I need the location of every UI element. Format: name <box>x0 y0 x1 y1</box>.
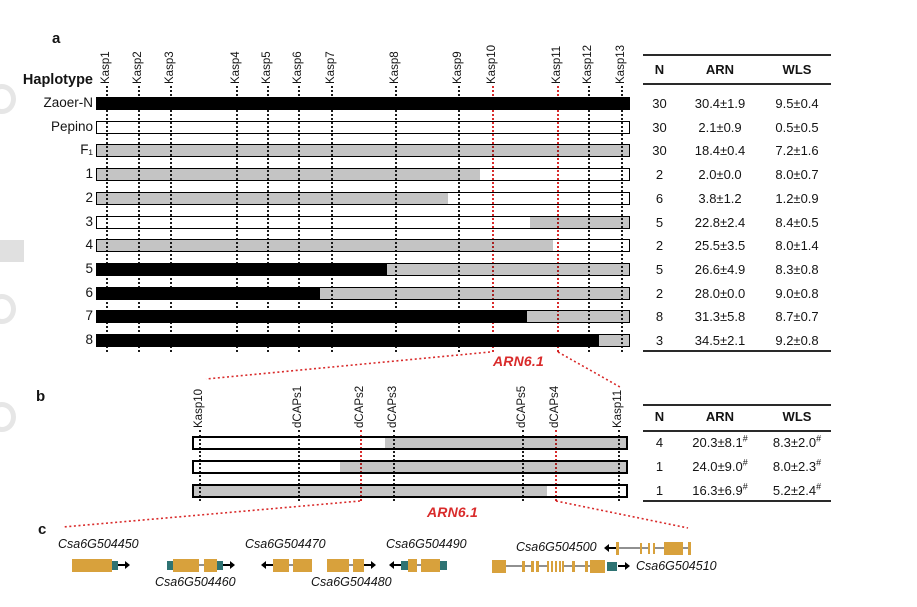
marker-label-kasp10: Kasp10 <box>486 44 498 84</box>
genotype-segment-black <box>97 311 527 322</box>
table-a-cell-n: 30 <box>652 120 667 135</box>
marker-label-kasp4: Kasp4 <box>230 51 242 84</box>
row-label-8: 8 <box>85 332 93 347</box>
gene-exon-tick <box>559 561 561 572</box>
marker-line-kasp3 <box>170 86 172 352</box>
table-b-cell-n: 4 <box>655 435 664 450</box>
table-a-cell-arn: 2.0±0.0 <box>698 167 742 182</box>
marker-label-kasp1: Kasp1 <box>100 51 112 84</box>
genotype-segment-gray <box>530 217 629 228</box>
gene-strand-arrow-line <box>223 564 230 566</box>
marker-line-kasp4 <box>236 86 238 352</box>
gene-strand-arrow-line <box>609 547 616 549</box>
table-a-cell-n: 2 <box>655 286 664 301</box>
haplotype-bar-a-2 <box>96 121 630 134</box>
genotype-segment-white <box>97 122 629 133</box>
gene-label-csa6g504460: Csa6G504460 <box>155 575 236 589</box>
genotype-segment-white <box>448 193 629 204</box>
gene-strand-arrow-line <box>394 564 401 566</box>
row-label-zaoer-n: Zaoer-N <box>43 95 93 110</box>
marker-line-dcaps2 <box>360 430 362 501</box>
table-b-rule-2 <box>643 500 831 502</box>
gene-label-csa6g504480: Csa6G504480 <box>311 575 392 589</box>
gene-label-csa6g504510: Csa6G504510 <box>636 559 717 573</box>
marker-line-kasp11 <box>618 430 620 501</box>
marker-line-kasp8 <box>395 86 397 352</box>
genotype-segment-gray <box>97 240 553 251</box>
table-a-cell-n: 30 <box>652 143 667 158</box>
marker-line-kasp9 <box>458 86 460 352</box>
gene-strand-arrow-line <box>266 564 273 566</box>
table-b-header-wls: WLS <box>782 409 812 424</box>
row-label-6: 6 <box>85 285 93 300</box>
table-a-cell-wls: 1.2±0.9 <box>775 191 819 206</box>
table-a-cell-arn: 30.4±1.9 <box>694 96 746 111</box>
gene-intron-line <box>539 565 547 567</box>
row-label-4: 4 <box>85 237 93 252</box>
hash-superscript: # <box>816 481 822 492</box>
genotype-segment-white <box>480 169 629 180</box>
table-a-cell-arn: 26.6±4.9 <box>694 262 746 277</box>
gene-exon <box>353 559 364 572</box>
gene-strand-arrow-line <box>364 564 371 566</box>
table-b-cell-arn: 20.3±8.1# <box>692 433 748 450</box>
table-a-cell-wls: 9.2±0.8 <box>775 333 819 348</box>
table-a-cell-n: 5 <box>655 262 664 277</box>
haplotype-bar-a-6 <box>96 216 630 229</box>
genotype-segment-gray <box>97 169 480 180</box>
row-label-3: 3 <box>85 214 93 229</box>
table-a-header-n: N <box>654 62 665 77</box>
gene-exon <box>273 559 289 572</box>
panel-c-letter: c <box>38 521 47 538</box>
haplotype-column-header: Haplotype <box>22 72 93 88</box>
table-a-cell-arn: 18.4±0.4 <box>694 143 746 158</box>
gene-exon <box>421 559 440 572</box>
marker-label-kasp2: Kasp2 <box>132 51 144 84</box>
table-a-cell-n: 6 <box>655 191 664 206</box>
gene-utr <box>440 561 447 570</box>
table-a-header-arn: ARN <box>705 62 735 77</box>
table-a-cell-arn: 2.1±0.9 <box>698 120 742 135</box>
table-a-rule-2 <box>643 350 831 352</box>
genotype-segment-white <box>97 217 530 228</box>
gene-intron-line <box>564 565 572 567</box>
table-a-cell-arn: 22.8±2.4 <box>694 215 746 230</box>
panel-b-letter: b <box>36 388 46 405</box>
row-label-pepino: Pepino <box>50 119 93 134</box>
genotype-segment-gray <box>97 145 629 156</box>
marker-label-dcaps1: dCAPs1 <box>292 385 304 428</box>
gene-exon-tick <box>551 561 553 572</box>
marker-label-kasp5: Kasp5 <box>261 51 273 84</box>
gene-exon <box>72 559 112 572</box>
gene-exon-tick <box>531 561 534 572</box>
gene-intron-line <box>619 547 640 549</box>
gene-exon <box>204 559 217 572</box>
genotype-segment-gray <box>194 486 547 496</box>
gene-strand-arrow-line <box>618 565 625 567</box>
hash-superscript: # <box>816 457 822 468</box>
marker-line-dcaps1 <box>298 430 300 501</box>
marker-label-kasp3: Kasp3 <box>164 51 176 84</box>
table-b-header-arn: ARN <box>705 409 735 424</box>
haplotype-bar-a-4 <box>96 168 630 181</box>
table-a-cell-n: 2 <box>655 167 664 182</box>
table-a-cell-wls: 0.5±0.5 <box>775 120 819 135</box>
gene-intron-line <box>655 547 664 549</box>
table-a-cell-arn: 3.8±1.2 <box>698 191 742 206</box>
marker-label-dcaps5: dCAPs5 <box>516 385 528 428</box>
genotype-segment-gray <box>599 335 629 346</box>
right-arrow-icon <box>625 562 630 570</box>
red-dotted-connector-a-left <box>206 352 490 379</box>
gene-label-csa6g504470: Csa6G504470 <box>245 537 326 551</box>
haplotype-bar-a-11 <box>96 334 630 347</box>
gene-label-csa6g504490: Csa6G504490 <box>386 537 467 551</box>
gene-exon <box>327 559 349 572</box>
marker-line-kasp12 <box>588 86 590 352</box>
genotype-segment-white <box>194 438 385 448</box>
row-label-5: 5 <box>85 261 93 276</box>
gene-exon <box>408 559 417 572</box>
table-a-cell-arn: 31.3±5.8 <box>694 309 746 324</box>
right-arrow-icon <box>371 561 376 569</box>
gene-exon-tick <box>648 543 650 554</box>
hash-superscript: # <box>742 481 748 492</box>
genotype-segment-black <box>97 335 599 346</box>
table-b-rule-1 <box>643 430 831 432</box>
table-a-cell-wls: 8.3±0.8 <box>775 262 819 277</box>
genotype-segment-gray <box>385 438 626 448</box>
genotype-segment-gray <box>527 311 629 322</box>
table-a-cell-n: 3 <box>655 333 664 348</box>
haplotype-bar-a-7 <box>96 239 630 252</box>
haplotype-bar-b-1 <box>192 436 628 450</box>
right-arrow-icon <box>125 561 130 569</box>
marker-line-kasp11 <box>557 86 559 352</box>
row-label-7: 7 <box>85 308 93 323</box>
marker-label-kasp10: Kasp10 <box>193 388 205 428</box>
marker-label-dcaps2: dCAPs2 <box>354 385 366 428</box>
haplotype-bar-a-8 <box>96 263 630 276</box>
genotype-segment-gray <box>340 462 626 472</box>
marker-label-kasp11: Kasp11 <box>612 389 624 428</box>
marker-label-kasp6: Kasp6 <box>292 51 304 84</box>
genotype-segment-black <box>97 288 320 299</box>
hash-superscript: # <box>816 433 822 444</box>
gene-exon-tick <box>555 561 557 572</box>
marker-label-kasp11: Kasp11 <box>551 45 563 84</box>
gene-utr <box>401 561 408 570</box>
marker-line-kasp1 <box>106 86 108 352</box>
genotype-segment-white <box>547 486 626 496</box>
gene-exon <box>664 542 683 555</box>
qtl-label-arn6-1-upper: ARN6.1 <box>493 353 544 369</box>
hash-superscript: # <box>742 433 748 444</box>
table-a-cell-wls: 9.5±0.4 <box>775 96 819 111</box>
table-b-cell-wls: 5.2±2.4# <box>772 481 822 498</box>
genotype-segment-white <box>194 462 340 472</box>
marker-line-dcaps4 <box>555 430 557 501</box>
marker-label-dcaps4: dCAPs4 <box>549 385 561 428</box>
gene-label-csa6g504500: Csa6G504500 <box>516 540 597 554</box>
genotype-segment-gray <box>320 288 629 299</box>
red-dotted-connector-a-right <box>558 352 620 387</box>
haplotype-bar-b-2 <box>192 460 628 474</box>
marker-label-kasp9: Kasp9 <box>452 51 464 84</box>
table-a-rule-0 <box>643 54 831 56</box>
marker-label-kasp12: Kasp12 <box>582 44 594 84</box>
gene-exon <box>293 559 312 572</box>
table-a-cell-n: 2 <box>655 238 664 253</box>
table-b-cell-arn: 24.0±9.0# <box>692 457 748 474</box>
marker-line-kasp6 <box>298 86 300 352</box>
marker-line-kasp10 <box>492 86 494 352</box>
table-a-cell-n: 8 <box>655 309 664 324</box>
table-a-cell-wls: 7.2±1.6 <box>775 143 819 158</box>
table-b-rule-0 <box>643 404 831 406</box>
table-b-header-n: N <box>654 409 665 424</box>
gene-exon <box>590 560 605 573</box>
marker-line-kasp5 <box>267 86 269 352</box>
table-a-cell-n: 30 <box>652 96 667 111</box>
table-a-cell-arn: 28.0±0.0 <box>694 286 746 301</box>
marker-line-kasp2 <box>138 86 140 352</box>
table-b-cell-n: 1 <box>655 459 664 474</box>
marker-line-dcaps3 <box>393 430 395 501</box>
gene-utr <box>607 562 617 571</box>
marker-line-kasp10 <box>199 430 201 501</box>
genotype-segment-gray <box>387 264 629 275</box>
marker-line-dcaps5 <box>522 430 524 501</box>
gene-exon <box>173 559 199 572</box>
genotype-segment-black <box>97 98 629 109</box>
table-a-cell-wls: 8.0±1.4 <box>775 238 819 253</box>
right-arrow-icon <box>230 561 235 569</box>
marker-label-dcaps3: dCAPs3 <box>387 385 399 428</box>
genotype-segment-white <box>553 240 629 251</box>
table-a-cell-arn: 34.5±2.1 <box>694 333 746 348</box>
row-label-2: 2 <box>85 190 93 205</box>
table-a-rule-1 <box>643 83 831 85</box>
marker-line-kasp7 <box>331 86 333 352</box>
red-dotted-connector-b-left <box>63 501 360 527</box>
haplotype-bar-a-9 <box>96 287 630 300</box>
table-a-cell-wls: 9.0±0.8 <box>775 286 819 301</box>
gene-intron-line <box>506 565 522 567</box>
table-a-cell-arn: 25.5±3.5 <box>694 238 746 253</box>
row-label-f₁: F₁ <box>80 142 93 157</box>
gene-label-csa6g504450: Csa6G504450 <box>58 537 139 551</box>
table-a-cell-n: 5 <box>655 215 664 230</box>
table-b-cell-n: 1 <box>655 483 664 498</box>
marker-label-kasp7: Kasp7 <box>325 51 337 84</box>
gene-exon-tick <box>547 561 549 572</box>
haplotype-bar-a-3 <box>96 144 630 157</box>
table-b-cell-wls: 8.0±2.3# <box>772 457 822 474</box>
table-a-header-wls: WLS <box>782 62 812 77</box>
haplotype-bar-a-5 <box>96 192 630 205</box>
marker-label-kasp13: Kasp13 <box>615 44 627 84</box>
qtl-label-arn6-1-lower: ARN6.1 <box>427 504 478 520</box>
table-a-cell-wls: 8.7±0.7 <box>775 309 819 324</box>
table-a-cell-wls: 8.4±0.5 <box>775 215 819 230</box>
gene-exon <box>492 560 506 573</box>
haplotype-bar-b-3 <box>192 484 628 498</box>
row-label-1: 1 <box>85 166 93 181</box>
marker-line-kasp13 <box>621 86 623 352</box>
panel-a-letter: a <box>52 30 61 47</box>
table-b-cell-wls: 8.3±2.0# <box>772 433 822 450</box>
table-b-cell-arn: 16.3±6.9# <box>692 481 748 498</box>
red-dotted-connector-b-right <box>556 501 688 528</box>
table-a-cell-wls: 8.0±0.7 <box>775 167 819 182</box>
genotype-segment-black <box>97 264 387 275</box>
gene-strand-arrow-line <box>118 564 125 566</box>
hash-superscript: # <box>742 457 748 468</box>
gene-exon-cap <box>688 542 691 555</box>
gene-intron-line <box>575 565 585 567</box>
haplotype-bar-a-10 <box>96 310 630 323</box>
marker-label-kasp8: Kasp8 <box>389 51 401 84</box>
haplotype-bar-a-1 <box>96 97 630 110</box>
